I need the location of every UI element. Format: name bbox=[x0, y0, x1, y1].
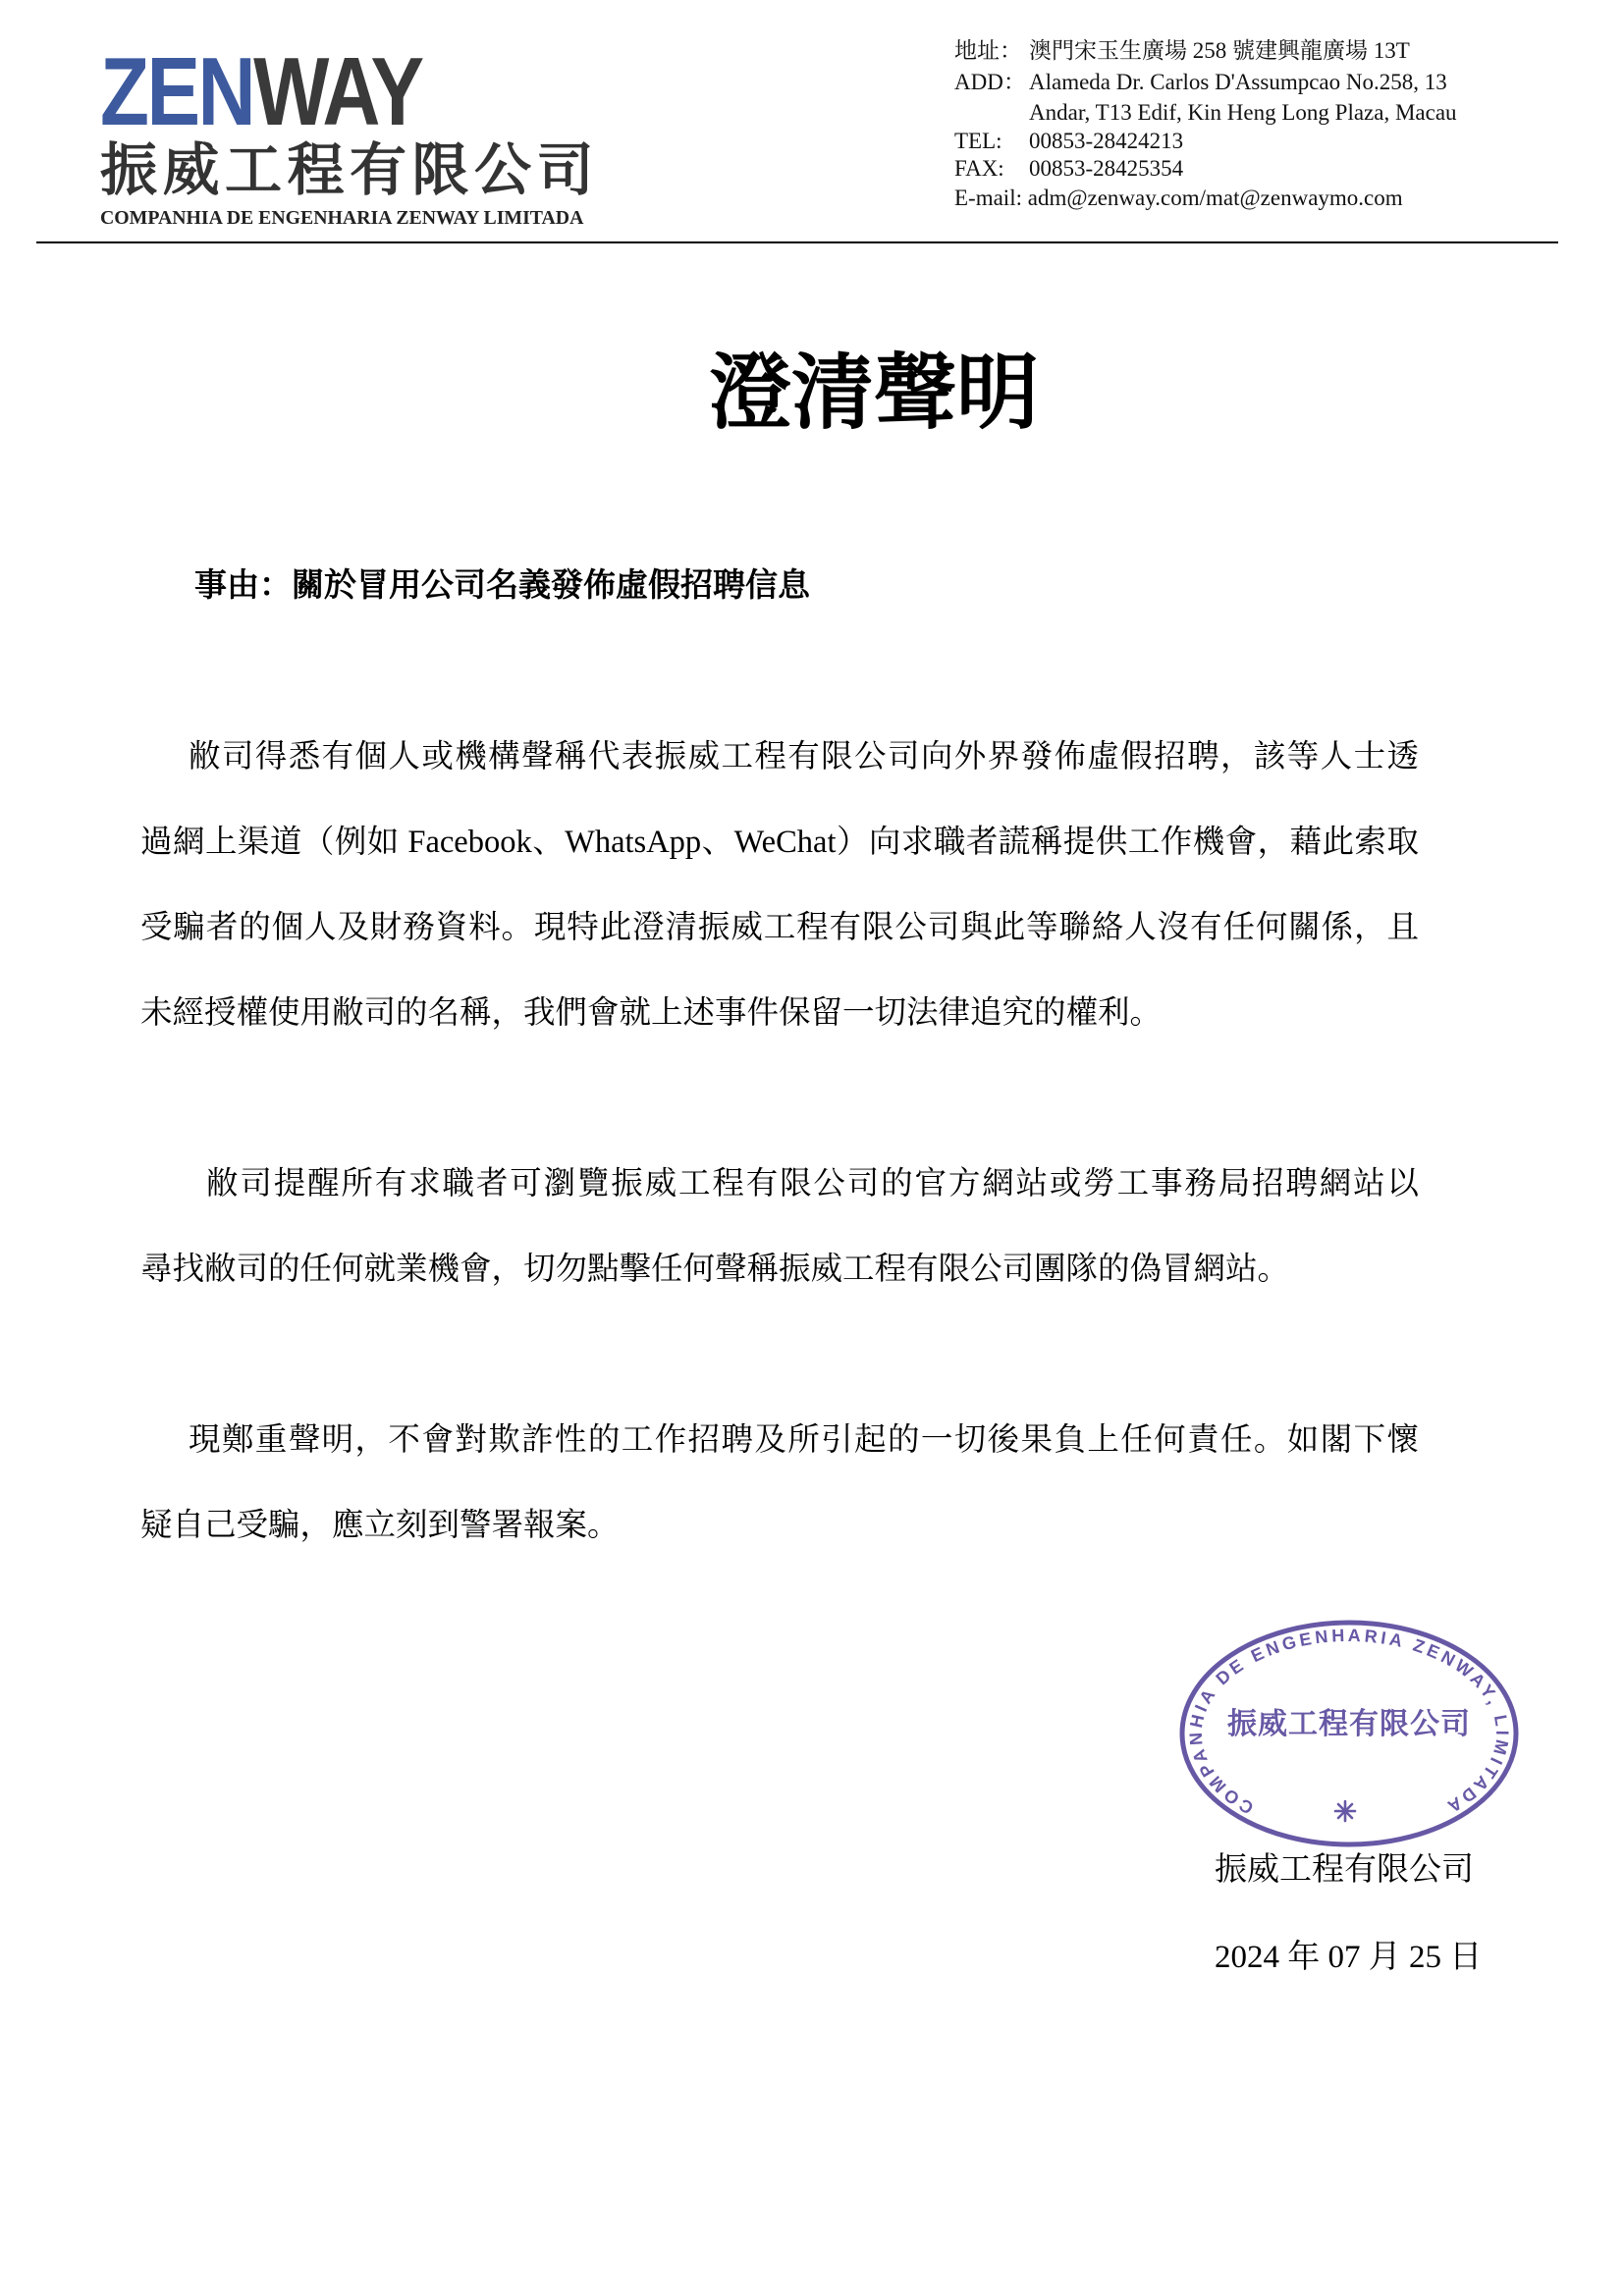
company-seal-stamp bbox=[1168, 1610, 1532, 1860]
signature-date: 2024 年 07 月 25 日 bbox=[1215, 1940, 1483, 1975]
logo-zen-text: ZEN bbox=[100, 37, 254, 145]
fax-label: FAX: bbox=[954, 156, 1004, 181]
paragraph-line: 疑自己受騙，應立刻到警署報案。 bbox=[140, 1508, 620, 1543]
address-value: 澳門宋玉生廣場 258 號建興龍廣場 13T bbox=[1029, 38, 1410, 63]
contact-fax-row bbox=[954, 154, 1183, 184]
body-paragraph-3 bbox=[140, 1398, 1419, 1569]
add-line-2: Andar, T13 Edif, Kin Heng Long Plaza, Macau bbox=[1029, 100, 1457, 125]
document-subject: 事由：關於冒用公司名義發佈虛假招聘信息 bbox=[194, 568, 810, 604]
stamp-center-text: 振威工程有限公司 bbox=[1227, 1707, 1471, 1741]
paragraph-line: 受騙者的個人及財務資料。現特此澄清振威工程有限公司與此等聯絡人沒有任何關係，且 bbox=[140, 910, 1419, 945]
contact-add-row bbox=[954, 68, 1447, 97]
contact-tel-row bbox=[954, 127, 1183, 156]
logo-portuguese-name: COMPANHIA DE ENGENHARIA ZENWAY LIMITADA bbox=[100, 207, 584, 229]
header-divider bbox=[36, 241, 1558, 243]
paragraph-line: 敝司得悉有個人或機構聲稱代表振威工程有限公司向外界發佈虛假招聘，該等人士透 bbox=[189, 739, 1419, 774]
paragraph-line: 未經授權使用敝司的名稱，我們會就上述事件保留一切法律追究的權利。 bbox=[140, 995, 1163, 1031]
tel-label: TEL: bbox=[954, 129, 1002, 153]
stamp-ring-text-path: COMPANHIA DE ENGENHARIA ZENWAY, LIMITADA bbox=[1185, 1625, 1513, 1819]
logo-way-text: WAY bbox=[253, 37, 422, 145]
tel-value: 00853-28424213 bbox=[1029, 129, 1184, 153]
contact-add-continuation-row bbox=[954, 98, 1457, 128]
address-label: 地址： bbox=[954, 38, 1022, 63]
document-title: 澄清聲明 bbox=[708, 348, 1039, 440]
body-paragraph-2 bbox=[140, 1142, 1419, 1312]
contact-address-row bbox=[954, 36, 1410, 66]
stamp-star-icon bbox=[1335, 1801, 1355, 1821]
fax-value: 00853-28425354 bbox=[1029, 156, 1184, 181]
paragraph-line: 過網上渠道（例如 Facebook、WhatsApp、WeChat）向求職者謊稱提供工作機會，藉此索取 bbox=[140, 825, 1419, 860]
email-value: adm@zenway.com/mat@zenwaymo.com bbox=[1027, 186, 1403, 210]
paragraph-line: 現鄭重聲明，不會對欺詐性的工作招聘及所引起的一切後果負上任何責任。如閣下懷 bbox=[189, 1422, 1419, 1458]
contact-email-row bbox=[954, 184, 1403, 213]
email-label: E-mail: bbox=[954, 186, 1022, 210]
paragraph-line: 敝司提醒所有求職者可瀏覽振威工程有限公司的官方網站或勞工事務局招聘網站以 bbox=[206, 1166, 1419, 1201]
body-paragraph-1 bbox=[140, 715, 1419, 1056]
paragraph-line: 尋找敝司的任何就業機會，切勿點擊任何聲稱振威工程有限公司團隊的偽冒網站。 bbox=[140, 1252, 1290, 1287]
add-label: ADD： bbox=[954, 70, 1026, 94]
company-logo-wordmark bbox=[100, 37, 422, 145]
logo-chinese-name: 振威工程有限公司 bbox=[100, 136, 600, 203]
signature-company-name: 振威工程有限公司 bbox=[1215, 1852, 1474, 1888]
add-line-1: Alameda Dr. Carlos D'Assumpcao No.258, 13 bbox=[1029, 70, 1447, 94]
